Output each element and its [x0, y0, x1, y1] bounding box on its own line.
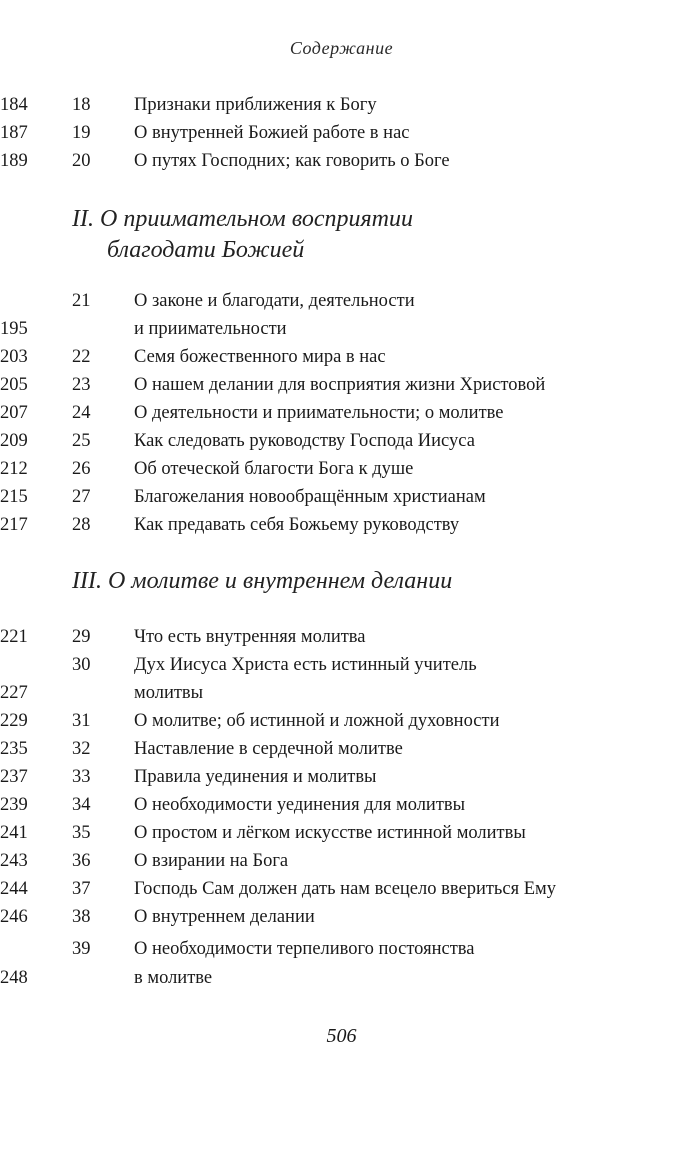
- section-title-line: III. О молитве и внутреннем делании: [72, 568, 453, 594]
- entry-number: 21: [72, 291, 91, 311]
- entry-title-line-2: и приимательности: [134, 319, 287, 339]
- entry-page: 229: [0, 711, 28, 731]
- entry-page: 248: [0, 968, 28, 988]
- entry-title: Что есть внутренняя молитва: [134, 627, 366, 647]
- entry-number: 26: [72, 459, 91, 479]
- entry-number: 24: [72, 403, 91, 423]
- entry-page: 243: [0, 851, 28, 871]
- entry-title: О законе и благодати, деятельности: [134, 291, 415, 311]
- entry-page: 205: [0, 375, 28, 395]
- entry-page: 207: [0, 403, 28, 423]
- entry-title: О внутреннем делании: [134, 907, 315, 927]
- entry-title-line-2: в молитве: [134, 968, 213, 988]
- running-head: Содержание: [289, 38, 394, 58]
- entry-page: 215: [0, 487, 28, 507]
- entry-page: 184: [0, 95, 28, 115]
- section-title-line: благодати Божией: [107, 237, 305, 263]
- entry-number: 37: [72, 879, 91, 899]
- entry-number: 29: [72, 627, 91, 647]
- entry-page: 235: [0, 739, 28, 759]
- section-title: [72, 566, 632, 597]
- entry-title: О путях Господних; как говорить о Боге: [134, 151, 450, 171]
- entry-title: О деятельности и приимательности; о молитве: [134, 403, 504, 423]
- entry-title: О необходимости уединения для молитвы: [134, 795, 466, 815]
- entry-page: 237: [0, 767, 28, 787]
- entry-number: 28: [72, 515, 91, 535]
- section-title: [72, 204, 632, 266]
- page-number: 506: [326, 1025, 357, 1047]
- entry-title-line-2: молитвы: [134, 683, 204, 703]
- entry-title: О внутренней Божией работе в нас: [134, 123, 410, 143]
- entry-number: 19: [72, 123, 91, 143]
- entry-title: Благожелания новообращённым христианам: [134, 487, 486, 507]
- entry-number: 34: [72, 795, 91, 815]
- entry-title: О нашем делании для восприятия жизни Христовой: [134, 375, 546, 395]
- entry-page: 241: [0, 823, 28, 843]
- entry-title: Как следовать руководству Господа Иисуса: [134, 431, 475, 451]
- entry-page: 195: [0, 319, 28, 339]
- entry-title: Семя божественного мира в нас: [134, 347, 386, 367]
- entry-title: О необходимости терпеливого постоянства: [134, 939, 475, 959]
- entry-title: Дух Иисуса Христа есть истинный учитель: [134, 655, 477, 675]
- entry-page: 187: [0, 123, 28, 143]
- entry-page: 244: [0, 879, 28, 899]
- entry-title: Наставление в сердечной молитве: [134, 739, 403, 759]
- entry-title: О взирании на Бога: [134, 851, 289, 871]
- entry-page: 246: [0, 907, 28, 927]
- entry-number: 18: [72, 95, 91, 115]
- entry-title: О простом и лёгком искусстве истинной молитвы: [134, 823, 526, 843]
- entry-number: 30: [72, 655, 91, 675]
- entry-page: 203: [0, 347, 28, 367]
- entry-number: 25: [72, 431, 91, 451]
- entry-page: 209: [0, 431, 28, 451]
- entry-number: 32: [72, 739, 91, 759]
- entry-title: Господь Сам должен дать нам всецело ввериться Ему: [134, 879, 556, 899]
- entry-number: 31: [72, 711, 91, 731]
- entry-page: 212: [0, 459, 28, 479]
- entry-number: 22: [72, 347, 91, 367]
- entry-number: 38: [72, 907, 91, 927]
- entry-number: 27: [72, 487, 91, 507]
- entry-number: 36: [72, 851, 91, 871]
- section-title-line: II. О приимательном восприятии: [72, 206, 413, 232]
- entry-title: Признаки приближения к Богу: [134, 95, 377, 115]
- entry-title: Правила уединения и молитвы: [134, 767, 377, 787]
- entry-page: 221: [0, 627, 28, 647]
- entry-number: 20: [72, 151, 91, 171]
- entry-title: Как предавать себя Божьему руководству: [134, 515, 460, 535]
- entry-page: 217: [0, 515, 28, 535]
- entry-page: 189: [0, 151, 28, 171]
- entry-title: О молитве; об истинной и ложной духовности: [134, 711, 500, 731]
- entry-number: 23: [72, 375, 91, 395]
- entry-number: 39: [72, 939, 91, 959]
- entry-page: 227: [0, 683, 28, 703]
- entry-number: 33: [72, 767, 91, 787]
- entry-title: Об отеческой благости Бога к душе: [134, 459, 414, 479]
- entry-number: 35: [72, 823, 91, 843]
- entry-page: 239: [0, 795, 28, 815]
